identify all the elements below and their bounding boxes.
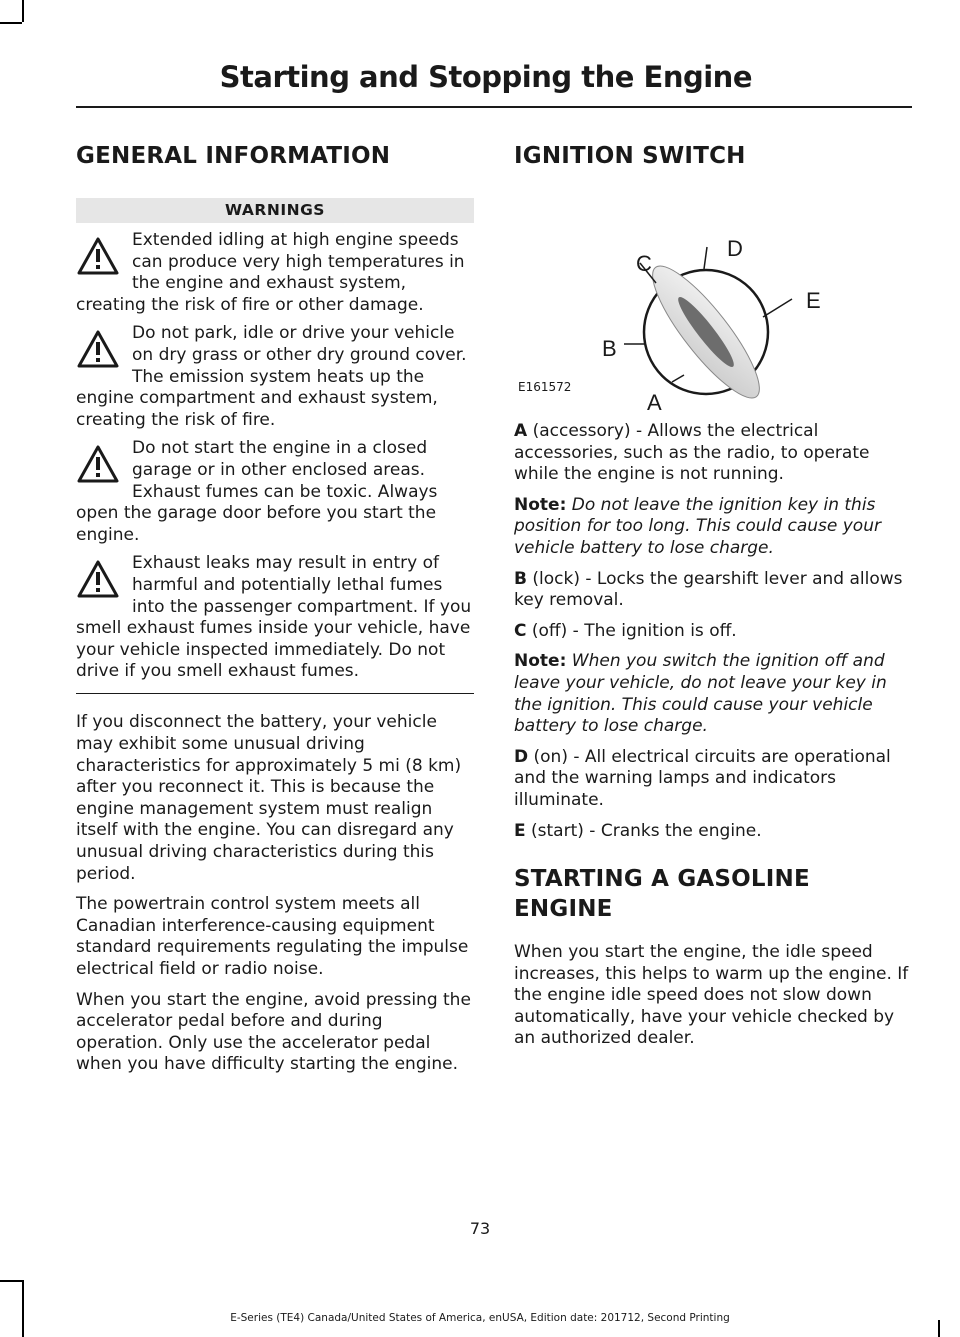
page-number: 73	[469, 1219, 491, 1238]
warning-text: Exhaust leaks may result in entry of harmful and potentially lethal fumes into the passenger compartment. If you smell exhaust fumes inside your vehicle, have your vehicle inspected immediately. Do not drive if you smell exhaust fumes.	[76, 553, 472, 682]
crop-mark	[22, 1280, 24, 1337]
body-paragraph: If you disconnect the battery, your vehicle may exhibit some unusual driving characteristics for approximately 5 mi (8 km) after you reconnect it. This is because the engine management system must realign itself with the engine. You can disregard any unusual driving characteristics during this period.	[76, 712, 462, 884]
crop-mark	[0, 22, 22, 24]
warning-item	[76, 438, 474, 546]
body-paragraph: When you start the engine, avoid pressing the accelerator pedal before and during operation. Only use the accelerator pedal when you have difficulty starting the engine.	[76, 989, 471, 1075]
warning-text: Extended idling at high engine speeds can produce very high temperatures in the engine and exhaust system, creating the risk of fire or other damage.	[76, 230, 465, 315]
figure-label-e: E	[806, 288, 821, 313]
warning-triangle-icon	[76, 230, 132, 290]
warning-item	[76, 323, 474, 431]
definition-b: B (lock) - Locks the gearshift lever and allows key removal.	[514, 568, 903, 611]
crop-mark	[22, 0, 24, 22]
definition-a: A (accessory) - Allows the electrical accessories, such as the radio, to operate while the engine is not running.	[514, 421, 870, 485]
warning-triangle-icon	[76, 438, 132, 498]
note: Note: When you switch the ignition off and leave your vehicle, do not leave your key in the ignition. This could cause your vehicle battery to lose charge.	[514, 651, 887, 737]
warning-triangle-icon	[76, 323, 132, 383]
ignition-switch-figure	[514, 172, 912, 415]
figure-label-c: C	[636, 251, 652, 276]
left-column	[76, 140, 474, 1076]
figure-label-a: A	[647, 390, 662, 415]
note: Note: Do not leave the ignition key in this position for too long. This could cause your vehicle battery to lose charge.	[514, 494, 881, 558]
warning-text: Do not start the engine in a closed garage or in other enclosed areas. Exhaust fumes can be toxic. Always open the garage door before you start the engine.	[76, 438, 438, 545]
warning-text: Do not park, idle or drive your vehicle on dry grass or other dry ground cover. The emission system heats up the engine compartment and exhaust system, creating the risk of fire.	[76, 323, 467, 430]
figure-label-b: B	[602, 336, 617, 361]
definition-c: C (off) - The ignition is off.	[514, 620, 737, 641]
body-paragraph: When you start the engine, the idle speed increases, this helps to warm up the engine. If the engine idle speed does not slow down automatically, have your vehicle checked by an authorized dealer.	[514, 942, 909, 1049]
crop-mark	[0, 1280, 22, 1282]
header-rule	[76, 106, 912, 108]
warning-item	[76, 553, 474, 683]
section-heading-starting: STARTING A GASOLINE ENGINE	[514, 866, 810, 923]
body-paragraph: The powertrain control system meets all Canadian interference-causing equipment standard requirements regulating the impulse electrical field or radio noise.	[76, 894, 469, 979]
right-column	[514, 140, 912, 1050]
warnings-end-rule	[76, 693, 474, 695]
warnings-bar: WARNINGS	[76, 198, 474, 223]
figure-code: E161572	[518, 380, 572, 394]
figure-label-d: D	[727, 236, 743, 261]
warning-triangle-icon	[76, 553, 132, 613]
section-heading-general: GENERAL INFORMATION	[76, 143, 391, 169]
warning-item	[76, 230, 474, 316]
page-title: Starting and Stopping the Engine	[219, 60, 752, 94]
section-heading-ignition: IGNITION SWITCH	[514, 143, 746, 169]
ignition-switch-diagram	[514, 172, 804, 412]
definition-e: E (start) - Cranks the engine.	[514, 820, 762, 841]
definition-d: D (on) - All electrical circuits are operational and the warning lamps and indicators illuminate.	[514, 746, 891, 810]
footer-edition: E-Series (TE4) Canada/United States of America, enUSA, Edition date: 201712, Second Printing	[230, 1312, 730, 1324]
